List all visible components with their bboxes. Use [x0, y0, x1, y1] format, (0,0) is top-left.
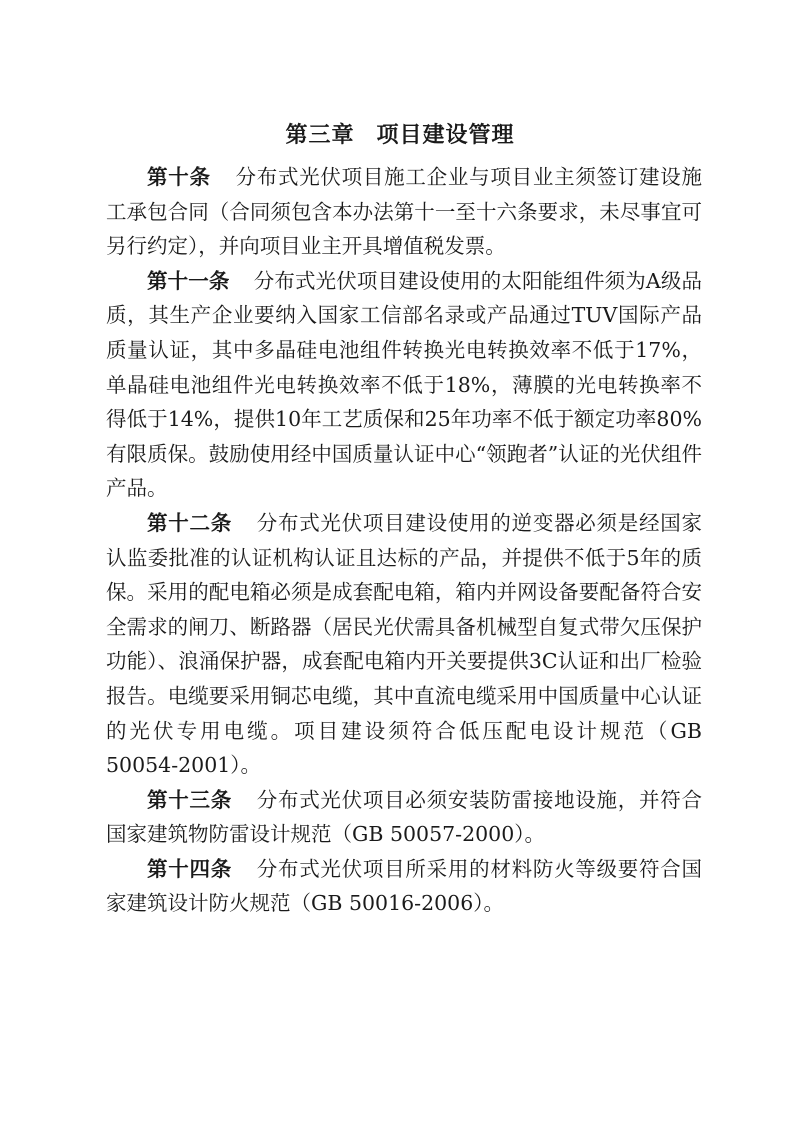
article-14 — [106, 852, 702, 921]
document-body — [106, 160, 702, 921]
article-number: 第十二条 — [147, 510, 232, 535]
article-text: 分布式光伏项目必须安装防雷接地设施，并符合国家建筑物防雷设计规范（GB 50057-2000）。 — [106, 787, 703, 847]
article-text: 分布式光伏项目建设使用的逆变器必须是经国家认监委批准的认证机构认证且达标的产品，并提供不低于5年的质保。采用的配电箱必须是成套配电箱，箱内并网设备要配备符合安全需求的闸刀、断路器（居民光伏需具备机械型自复式带欠压保护功能）、浪涌保护器，成套配电箱内开关要提供3C认证和出厂检验报告。电缆要采用铜芯电缆，其中直流电缆采用中国质量中心认证的光伏专用电缆。项目建设须符合低压配电设计规范（GB 50054-2001）。 — [106, 510, 703, 778]
article-10 — [106, 160, 702, 264]
article-number: 第十四条 — [147, 856, 232, 881]
article-13 — [106, 783, 702, 852]
article-text: 分布式光伏项目建设使用的太阳能组件须为A级品质，其生产企业要纳入国家工信部名录或产品通过TUV国际产品质量认证，其中多晶硅电池组件转换光电转换效率不低于17%，单晶硅电池组件光电转换效率不低于18%，薄膜的光电转换率不得低于14%，提供10年工艺质保和25年功率不低于额定功率80%有限质保。鼓励使用经中国质量认证中心“领跑者”认证的光伏组件产品。 — [106, 268, 703, 501]
article-number: 第十一条 — [147, 268, 230, 293]
article-11 — [106, 264, 702, 506]
chapter-title — [0, 118, 800, 149]
article-12 — [106, 506, 702, 783]
article-number: 第十条 — [147, 165, 211, 189]
chapter-subtitle: 项目建设管理 — [376, 123, 515, 148]
article-text: 分布式光伏项目施工企业与项目业主须签订建设施工承包合同（合同须包含本办法第十一至十六条要求，未尽事宜可另行约定），并向项目业主开具增值税发票。 — [106, 165, 703, 259]
article-text: 分布式光伏项目所采用的材料防火等级要符合国家建筑设计防火规范（GB 50016-2006）。 — [106, 856, 703, 916]
chapter-number: 第三章 — [285, 123, 355, 148]
article-number: 第十三条 — [147, 787, 232, 812]
